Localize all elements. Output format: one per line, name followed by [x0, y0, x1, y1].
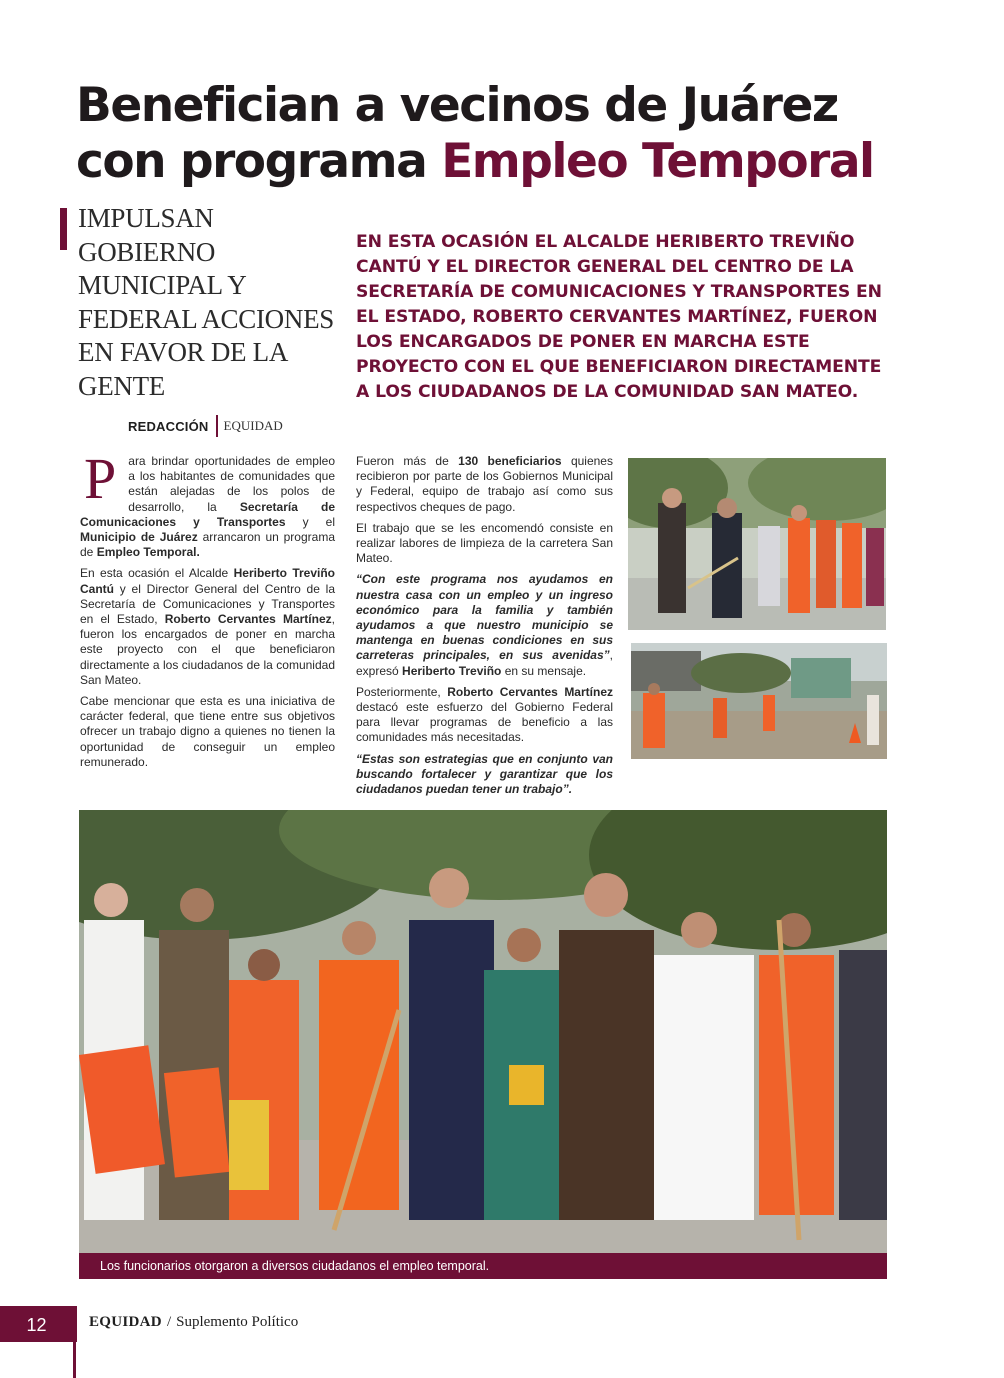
byline-author: REDACCIÓN [128, 418, 209, 434]
text: arrancaron un programa de [80, 530, 335, 560]
body-paragraph [356, 454, 613, 515]
photo-check-handover [628, 458, 886, 630]
headline-line-1: Benefician a vecinos de Juárez [76, 78, 838, 133]
text: destacó este esfuerzo del Gobierno Federal para llevar programas de beneficio a las comunidades más necesitadas. [356, 700, 613, 745]
drop-cap: P [84, 446, 117, 511]
text: en su mensaje. [501, 663, 587, 678]
photo-group-image [79, 810, 887, 1254]
headline-accent: Empleo Temporal [441, 134, 874, 189]
text: quienes recibieron por parte de los Gobiernos Municipal y Federal, equipo de trabajo así como sus respectivos cheques de pago. [356, 454, 613, 514]
text: , fueron los encargados de poner en marcha este proyecto con el que beneficiaron directamente a los ciudadanos de la comunidad San Mateo. [80, 612, 335, 687]
body-paragraph [356, 572, 613, 678]
body-column-1 [80, 446, 336, 776]
bold-text: Roberto Cervantes Martínez [164, 612, 332, 627]
photo-caption: Los funcionarios otorgaron a diversos ciudadanos el empleo temporal. [79, 1253, 887, 1279]
footer-rule [73, 1306, 76, 1378]
body-paragraph [80, 446, 335, 560]
text: Fueron más de [356, 454, 459, 468]
byline-divider [216, 415, 218, 437]
bold-text: Secretaría de Comunicaciones y Transportes [80, 499, 335, 529]
footer-magazine: EQUIDAD [89, 1314, 162, 1330]
page-number: 12 [26, 1315, 47, 1335]
body-column-2 [356, 454, 613, 803]
headline-line-2: con programa [76, 134, 442, 189]
bold-text: Heriberto Treviño [402, 663, 502, 678]
body-paragraph: El trabajo que se les encomendó consiste en realizar labores de limpieza de la carretera San Mateo. [356, 520, 613, 566]
lead-paragraph: EN ESTA OCASIÓN EL ALCALDE HERIBERTO TREVIÑO CANTÚ Y EL DIRECTOR GENERAL DEL CENTRO DE LA SECRETARÍA DE COMUNICACIONES Y TRANSPORTES EN EL ESTADO, ROBERTO CERVANTES MARTÍNEZ, FUERON LOS ENCARGADOS DE PONER EN MARCHA ESTE PROYECTO CON EL QUE BENEFICIARON DIRECTAMENTE A LOS CIUDADANOS DE LA COMUNIDAD SAN MATEO. [356, 232, 882, 402]
text: En esta ocasión el Alcalde [80, 566, 234, 581]
deck-accent-bar [60, 208, 67, 250]
byline [128, 414, 283, 438]
bold-text: Municipio de Juárez [80, 530, 198, 545]
headline [76, 78, 976, 190]
body-quote: “Estas son estrategias que en conjunto van buscando fortalecer y garantizar que los ciudadanos puedan tener un trabajo”. [356, 751, 613, 797]
text: , expresó [356, 648, 613, 678]
deck: IMPULSAN GOBIERNO MUNICIPAL Y FEDERAL ACCIONES EN FAVOR DE LA GENTE [78, 203, 334, 401]
photo-road-cleaning-image [631, 643, 887, 759]
bold-text: Roberto Cervantes Martínez [447, 684, 613, 699]
bold-text: 130 beneficiarios [458, 454, 562, 468]
text: y el [285, 514, 335, 529]
photo-check-handover-image [628, 458, 886, 630]
footer-text [89, 1314, 298, 1331]
bold-text: Heriberto Treviño Cantú [80, 566, 336, 596]
body-paragraph [80, 566, 335, 688]
quote-text: “Con este programa nos ayudamos en nuestra casa con un empleo y un ingreso económico para la familia y también ayudamos a que nuestro municipio se mantenga en buenas condiciones en sus carreteras principales, en sus avenidas” [356, 572, 613, 663]
text: y el Director General del Centro de la Secretaría de Comunicaciones y Transportes en el Estado, [80, 581, 335, 627]
body-paragraph: Cabe mencionar que esta es una iniciativa de carácter federal, que tiene entre sus objetivos ofrecer un trabajo digno a quienes no tienen la oportunidad de conseguir un empleo remunerado. [80, 694, 335, 769]
text: ara brindar oportunidades de empleo a los habitantes de comunidades que están alejadas de los polos de desarrollo, la [128, 454, 335, 514]
photo-road-cleaning [631, 643, 887, 759]
byline-section: EQUIDAD [223, 418, 283, 433]
photo-group [79, 810, 887, 1254]
body-paragraph [356, 685, 613, 746]
text: Posteriormente, [356, 684, 448, 699]
footer-supplement: Suplemento Político [176, 1314, 299, 1330]
bold-text: Empleo Temporal. [96, 545, 200, 560]
footer-slash: / [166, 1314, 172, 1330]
